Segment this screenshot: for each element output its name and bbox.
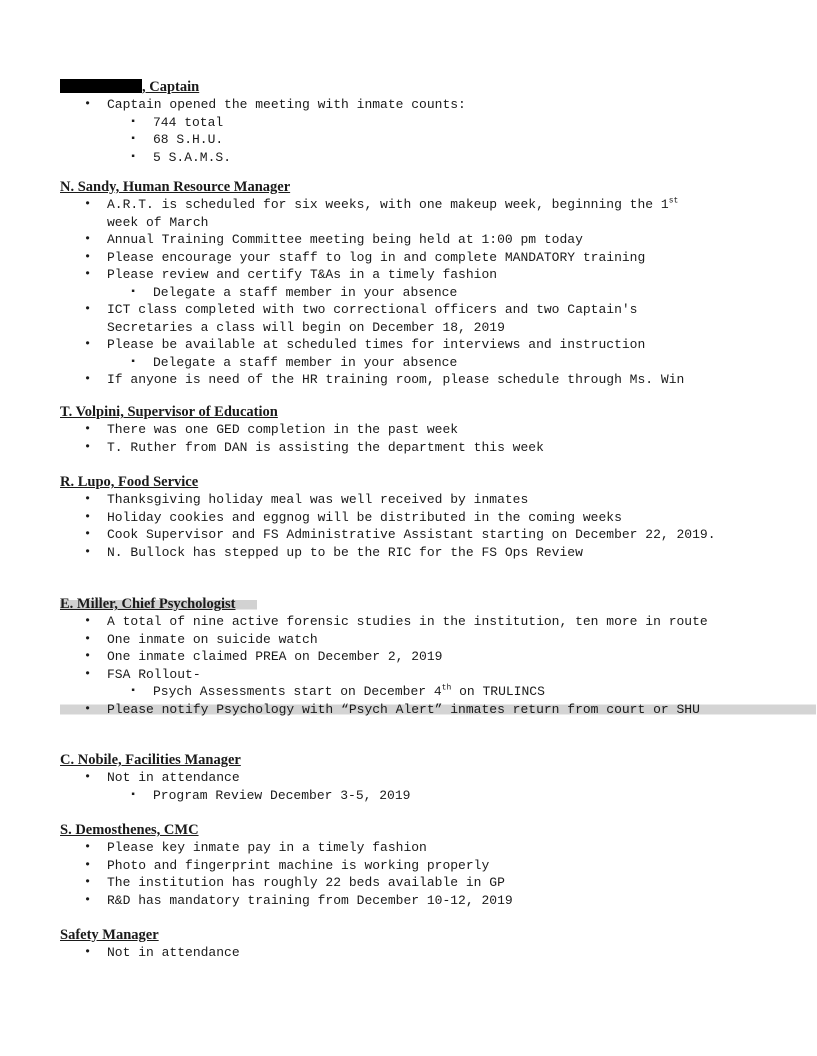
list-item: • Not in attendance: [60, 944, 780, 962]
sub-item: ▪ Psych Assessments start on December 4th on TRULINCS: [60, 683, 780, 701]
section-heading: N. Sandy, Human Resource Manager: [60, 179, 291, 195]
list-item: • Please key inmate pay in a timely fashion: [60, 839, 780, 857]
list-item: • If anyone is need of the HR training room, please schedule through Ms. Win: [60, 371, 780, 389]
list-item: • There was one GED completion in the past week: [60, 421, 780, 439]
section-safety: [60, 927, 780, 962]
section-facilities: [60, 752, 780, 804]
highlighted-list-item: • Please notify Psychology with “Psych Alert” inmates return from court or SHU: [60, 701, 816, 719]
list-item: • One inmate on suicide watch: [60, 631, 780, 649]
section-heading: T. Volpini, Supervisor of Education: [60, 404, 278, 420]
sub-item: ▪ 744 total: [60, 114, 780, 132]
list-item: • A.R.T. is scheduled for six weeks, with one makeup week, beginning the 1st week of March: [60, 196, 780, 231]
list-item: • Annual Training Committee meeting being held at 1:00 pm today: [60, 231, 780, 249]
list-item: • FSA Rollout-: [60, 666, 780, 684]
list-item: • ICT class completed with two correctional officers and two Captain's Secretaries a class will begin on December 18, 2019: [60, 301, 717, 336]
sub-item: ▪ Program Review December 3-5, 2019: [60, 787, 780, 805]
list-item: • Cook Supervisor and FS Administrative Assistant starting on December 22, 2019.: [60, 526, 737, 544]
section-psychology: [60, 596, 780, 718]
section-heading: Safety Manager: [60, 927, 159, 943]
list-item: • One inmate claimed PREA on December 2, 2019: [60, 648, 780, 666]
list-item: • Please encourage your staff to log in and complete MANDATORY training: [60, 249, 780, 267]
section-captain: [60, 79, 780, 166]
section-education: [60, 404, 780, 456]
section-heading: C. Nobile, Facilities Manager: [60, 752, 241, 768]
section-human-resources: [60, 179, 780, 389]
list-item: • T. Ruther from DAN is assisting the department this week: [60, 439, 780, 457]
list-item: • R&D has mandatory training from December 10-12, 2019: [60, 892, 780, 910]
list-item: • A total of nine active forensic studies in the institution, ten more in route: [60, 613, 737, 631]
section-cmc: [60, 822, 780, 909]
sub-item: ▪ Delegate a staff member in your absence: [60, 284, 780, 302]
section-heading: , Captain: [60, 79, 780, 96]
section-heading: R. Lupo, Food Service: [60, 474, 199, 490]
list-item: • N. Bullock has stepped up to be the RIC for the FS Ops Review: [60, 544, 780, 562]
list-item: • Holiday cookies and eggnog will be distributed in the coming weeks: [60, 509, 780, 527]
list-item: • The institution has roughly 22 beds available in GP: [60, 874, 780, 892]
list-item: • Please be available at scheduled times for interviews and instruction: [60, 336, 780, 354]
list-item: • Please review and certify T&As in a timely fashion: [60, 266, 780, 284]
sub-item: ▪ 68 S.H.U.: [60, 131, 780, 149]
redacted-name: [60, 79, 142, 93]
sub-item: ▪ 5 S.A.M.S.: [60, 149, 780, 167]
list-item: • Captain opened the meeting with inmate counts:: [60, 96, 780, 114]
list-item: • Not in attendance: [60, 769, 780, 787]
list-item: • Photo and fingerprint machine is working properly: [60, 857, 780, 875]
section-heading: E. Miller, Chief Psychologist: [60, 596, 780, 613]
section-food-service: [60, 474, 780, 561]
section-heading: S. Demosthenes, CMC: [60, 822, 199, 838]
sub-item: ▪ Delegate a staff member in your absence: [60, 354, 780, 372]
list-item: • Thanksgiving holiday meal was well received by inmates: [60, 491, 780, 509]
